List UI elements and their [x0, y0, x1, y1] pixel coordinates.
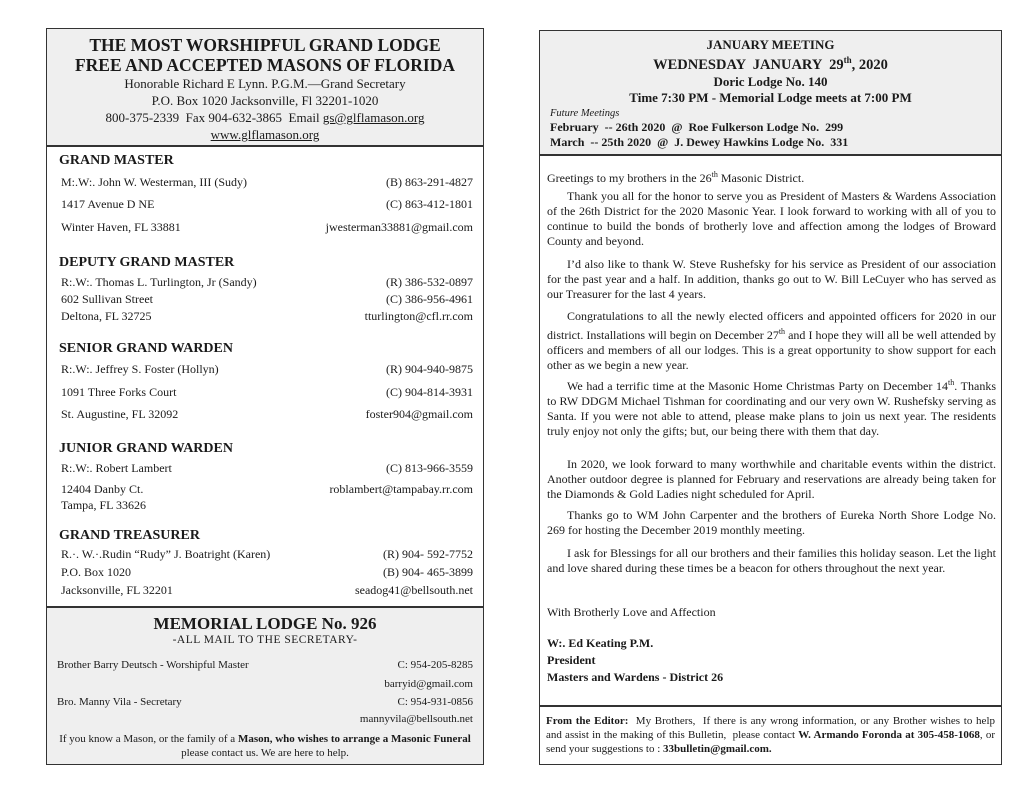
officer-city: St. Augustine, FL 32092 [61, 407, 179, 421]
memorial-lodge-box [46, 607, 484, 765]
officer-name: R:.W:. Thomas L. Turlington, Jr (Sandy) [61, 275, 257, 289]
officer-title: JUNIOR GRAND WARDEN [59, 441, 233, 456]
officer-phone: (B) 904- 465-3899 [383, 565, 473, 579]
greeting-sup: th [711, 170, 718, 179]
memorial-secretary-phone: C: 954-931-0856 [397, 696, 473, 708]
grand-lodge-title: THE MOST WORSHIPFUL GRAND LODGE [89, 35, 441, 55]
letter-paragraph: I’d also like to thank W. Steve Rushefsky for his service as President of our association for the past year and a half. In addition, thanks go out to W. Bill LeCuyer who has served as our Treasurer for the last 4 years. [547, 257, 996, 301]
paragraph-text: . Thanks to RW DDGM Michael Tishman for coordinating and our very own W. Rushefsky serving as Santa. If you were not able to attend, please make plans to join us next year. The residents truly enjoy not only the gifts; but, our being there with them that day. [547, 379, 997, 438]
editor-note-box [539, 706, 1002, 765]
letter-paragraph: Thank you all for the honor to serve you as President of Masters & Wardens Association of the 26th District for the 2020 Masonic Year. I look forward to working with all of you to continue to build the bonds of brotherly love and affection among the lodges of Broward County and beyond. [547, 189, 996, 248]
paragraph-text: Congratulations to all the newly elected officers and appointed officers for 2020 in our district. Installations will begin on December 27 [547, 309, 996, 342]
grand-lodge-header [46, 28, 484, 146]
future-meeting: March -- 25th 2020 @ J. Dewey Hawkins Lodge No. 331 [550, 134, 849, 149]
memorial-secretary-name: Bro. Manny Vila - Secretary [57, 696, 182, 708]
signature-name: W:. Ed Keating P.M. [547, 636, 654, 650]
officer-email[interactable]: seadog41@bellsouth.net [354, 583, 473, 597]
officer-street: 1091 Three Forks Court [61, 385, 177, 399]
greeting-text: Greetings to my brothers in the 26 [547, 171, 712, 185]
editor-text: My Brothers, If there is any wrong information, or any Brother wishes to help and assist in the making of this Bulletin, please contact [546, 715, 998, 741]
officer-phone: (R) 386-532-0897 [386, 275, 473, 289]
grand-lodge-address: P.O. Box 1020 Jacksonville, Fl 32201-1020 [151, 93, 379, 108]
officer-phone: (R) 904- 592-7752 [383, 547, 473, 561]
grand-lodge-email[interactable]: gs@glflamason.org [322, 110, 425, 125]
officer-name: R:.W:. Jeffrey S. Foster (Hollyn) [61, 362, 219, 376]
note-bold-text: Mason, who wishes to arrange a Masonic Funeral [237, 733, 471, 745]
note-text: please contact us. We are here to help. [181, 733, 474, 759]
meeting-date-year: , 2020 [851, 56, 888, 73]
letter-greeting [547, 167, 996, 186]
officer-name: M:.W:. John W. Westerman, III (Sudy) [61, 175, 248, 189]
meeting-time: Time 7:30 PM - Memorial Lodge meets at 7:00 PM [629, 89, 912, 105]
note-text: If you know a Mason, or the family of a [59, 733, 238, 745]
meeting-lodge: Doric Lodge No. 140 [713, 73, 828, 89]
officer-name: R.·. W.·.Rudin “Rudy” J. Boatright (Karen) [61, 547, 271, 561]
editor-note [546, 714, 998, 756]
officer-street: 12404 Danby Ct. [61, 482, 144, 496]
officer-city: Tampa, FL 33626 [61, 498, 147, 512]
officer-phone: (R) 904-940-9875 [386, 362, 473, 376]
letter-paragraph [547, 375, 996, 439]
editor-label: From the Editor: [546, 715, 629, 727]
officer-phone: (C) 386-956-4961 [386, 292, 473, 306]
paragraph-sup: th [948, 378, 955, 387]
signature-org: Masters and Wardens - District 26 [547, 670, 724, 684]
officer-name: R:.W:. Robert Lambert [61, 461, 172, 475]
paragraph-text: and I hope they will all be well attended by officers and members of all our lodges. This is a great opportunity to show support for each other as we begin a new year. [547, 328, 996, 372]
officer-city: Deltona, FL 32725 [61, 309, 152, 323]
grand-lodge-website-row [47, 126, 483, 143]
meeting-date-sup: th [843, 55, 852, 65]
future-meetings-label: Future Meetings [550, 107, 620, 119]
meeting-title: JANUARY MEETING [706, 37, 835, 52]
meeting-date-text: WEDNESDAY JANUARY 29 [653, 56, 844, 73]
letter-paragraph: Thanks go to WM John Carpenter and the brothers of Eureka North Shore Lodge No. 269 for hosting the December 2019 monthly meeting. [547, 508, 996, 537]
officer-email[interactable]: jwesterman33881@gmail.com [325, 220, 473, 234]
grand-lodge-phones: 800-375-2339 Fax 904-632-3865 Email [105, 110, 323, 125]
signature-title: President [547, 653, 596, 667]
letter-paragraph: I ask for Blessings for all our brothers and their families this holiday season. Let the light and love shared during these times be a beacon for others throughout the next year. [547, 546, 996, 575]
officer-email[interactable]: roblambert@tampabay.rr.com [329, 482, 473, 496]
officer-title: DEPUTY GRAND MASTER [59, 255, 235, 270]
paragraph-sup: th [778, 327, 786, 336]
officer-phone: (C) 813-966-3559 [386, 461, 473, 475]
president-letter [539, 155, 1002, 706]
memorial-master-email[interactable]: barryid@gmail.com [384, 678, 473, 690]
meeting-date [540, 52, 1001, 74]
grand-secretary: Honorable Richard E Lynn. P.G.M.—Grand Secretary [124, 76, 406, 91]
officer-title: GRAND MASTER [59, 153, 174, 168]
officer-phone: (C) 863-412-1801 [386, 197, 473, 211]
memorial-lodge-subtitle: -ALL MAIL TO THE SECRETARY- [172, 634, 358, 646]
officers-directory [46, 146, 484, 607]
officer-street: 1417 Avenue D NE [61, 197, 155, 211]
editor-email[interactable]: 33bulletin@gmail.com. [663, 743, 772, 755]
officer-email[interactable]: foster904@gmail.com [365, 407, 473, 421]
officer-email[interactable]: tturlington@cfl.rr.com [364, 309, 473, 323]
meeting-header [539, 30, 1002, 155]
memorial-lodge-title: MEMORIAL LODGE No. 926 [153, 614, 377, 633]
greeting-text-end: Masonic District. [717, 171, 805, 185]
officer-street: P.O. Box 1020 [61, 565, 132, 579]
officer-phone: (B) 863-291-4827 [386, 175, 473, 189]
officer-title: GRAND TREASURER [59, 528, 200, 543]
memorial-master-phone: C: 954-205-8285 [397, 659, 473, 671]
memorial-secretary-email[interactable]: mannyvila@bellsouth.net [359, 713, 473, 725]
grand-lodge-contact [47, 109, 483, 126]
letter-paragraph: In 2020, we look forward to many worthwhile and charitable events within the district. Another outdoor degree is planned for February and reservations are already being taken for the Diamonds & Gold Ladies night scheduled for April. [547, 457, 996, 501]
memorial-funeral-note [55, 732, 475, 760]
memorial-master-name: Brother Barry Deutsch - Worshipful Master [57, 659, 249, 671]
officer-city: Jacksonville, FL 32201 [61, 583, 173, 597]
future-meeting: February -- 26th 2020 @ Roe Fulkerson Lodge No. 299 [550, 119, 844, 134]
grand-lodge-subtitle: FREE AND ACCEPTED MASONS OF FLORIDA [74, 55, 455, 75]
editor-contact: W. Armando Foronda at 305-458-1068 [798, 729, 980, 741]
grand-lodge-website[interactable]: www.glflamason.org [210, 127, 320, 142]
letter-closing: With Brotherly Love and Affection [547, 605, 716, 619]
officer-phone: (C) 904-814-3931 [386, 385, 473, 399]
paragraph-text: We had a terrific time at the Masonic Home Christmas Party on December 14 [567, 379, 949, 393]
letter-paragraph [547, 309, 996, 373]
officer-city: Winter Haven, FL 33881 [61, 220, 181, 234]
officer-title: SENIOR GRAND WARDEN [59, 341, 233, 356]
editor-text: , or send your suggestions to : [546, 729, 998, 755]
officer-street: 602 Sullivan Street [61, 292, 153, 306]
